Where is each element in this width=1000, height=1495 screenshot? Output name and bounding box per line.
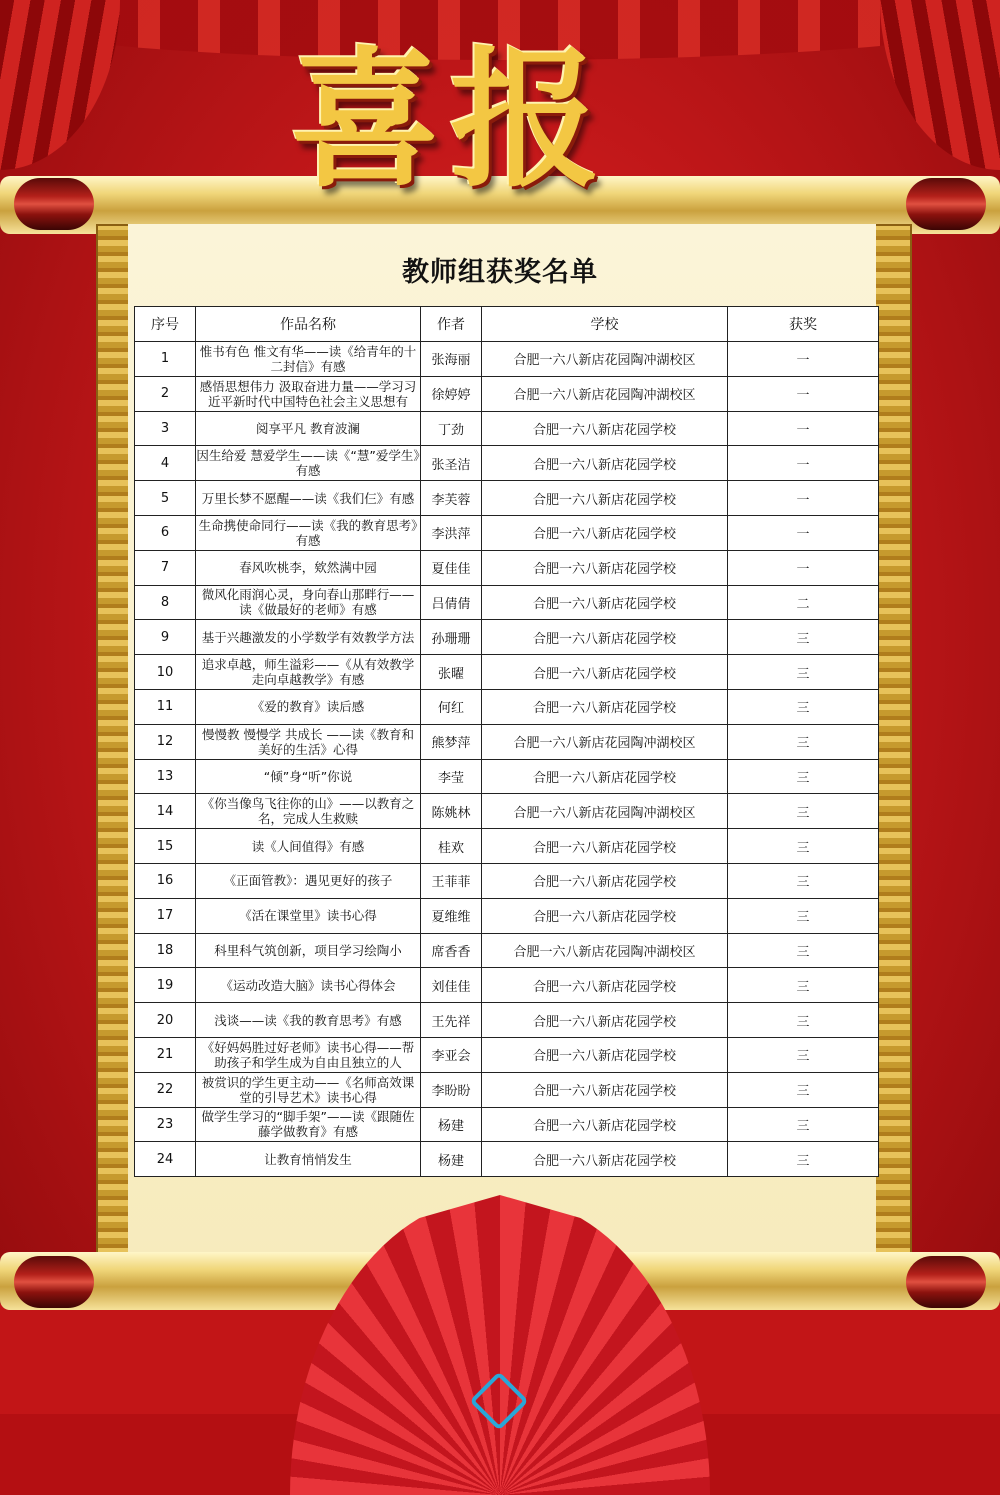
cell-school: 合肥一六八新店花园学校 [482, 689, 728, 724]
cell-award: 三 [728, 898, 879, 933]
table-row [135, 933, 879, 968]
cell-author: 夏维维 [421, 898, 482, 933]
cell-work: 科里科气筑创新，项目学习绘陶小 [196, 933, 421, 968]
cell-award: 一 [728, 411, 879, 446]
cell-work: 《活在课堂里》读书心得 [196, 898, 421, 933]
table-row [135, 1003, 879, 1038]
cell-school: 合肥一六八新店花园学校 [482, 1003, 728, 1038]
table-row [135, 1142, 879, 1177]
cell-award: 一 [728, 446, 879, 481]
cell-author: 王先祥 [421, 1003, 482, 1038]
cell-author: 张海丽 [421, 342, 482, 377]
table-row [135, 342, 879, 377]
cell-no: 3 [135, 411, 196, 446]
cell-author: 刘佳佳 [421, 968, 482, 1003]
cell-award: 二 [728, 585, 879, 620]
table-row [135, 724, 879, 759]
cell-school: 合肥一六八新店花园学校 [482, 515, 728, 550]
cell-award: 三 [728, 1037, 879, 1072]
cell-no: 19 [135, 968, 196, 1003]
table-row [135, 1037, 879, 1072]
cell-school: 合肥一六八新店花园陶冲湖校区 [482, 342, 728, 377]
cell-no: 20 [135, 1003, 196, 1038]
cell-author: 徐婷婷 [421, 376, 482, 411]
cell-school: 合肥一六八新店花园学校 [482, 1142, 728, 1177]
cell-work: 《你当像鸟飞往你的山》——以教育之名，完成人生救赎 [196, 794, 421, 829]
table-row [135, 655, 879, 690]
cell-author: 夏佳佳 [421, 550, 482, 585]
cell-award: 一 [728, 376, 879, 411]
table-row [135, 968, 879, 1003]
cell-work: 《正面管教》：遇见更好的孩子 [196, 863, 421, 898]
table-row [135, 829, 879, 864]
cell-award: 三 [728, 1142, 879, 1177]
cell-author: 李芙蓉 [421, 481, 482, 516]
cell-author: 张圣洁 [421, 446, 482, 481]
cell-no: 7 [135, 550, 196, 585]
cell-school: 合肥一六八新店花园学校 [482, 446, 728, 481]
cell-award: 一 [728, 342, 879, 377]
cell-school: 合肥一六八新店花园学校 [482, 550, 728, 585]
cell-author: 何红 [421, 689, 482, 724]
header-author: 作者 [421, 307, 482, 342]
page-title: 教师组获奖名单 [402, 257, 598, 288]
cell-no: 1 [135, 342, 196, 377]
cell-author: 熊梦萍 [421, 724, 482, 759]
cell-school: 合肥一六八新店花园学校 [482, 863, 728, 898]
cell-author: 丁劲 [421, 411, 482, 446]
cell-author: 李亚会 [421, 1037, 482, 1072]
cell-school: 合肥一六八新店花园学校 [482, 1107, 728, 1142]
cell-school: 合肥一六八新店花园陶冲湖校区 [482, 794, 728, 829]
cell-school: 合肥一六八新店花园学校 [482, 829, 728, 864]
cell-school: 合肥一六八新店花园学校 [482, 585, 728, 620]
table-row [135, 446, 879, 481]
cell-award: 一 [728, 550, 879, 585]
cell-work: 《爱的教育》读后感 [196, 689, 421, 724]
cell-work: 因生给爱 慧爱学生——读《“慧”爱学生》有感 [196, 446, 421, 481]
cell-award: 三 [728, 1072, 879, 1107]
header-award: 获奖 [728, 307, 879, 342]
cell-school: 合肥一六八新店花园学校 [482, 481, 728, 516]
cell-work: 做学生学习的“脚手架”——读《跟随佐藤学做教育》有感 [196, 1107, 421, 1142]
cell-school: 合肥一六八新店花园学校 [482, 620, 728, 655]
cell-author: 吕倩倩 [421, 585, 482, 620]
cell-work: 读《人间值得》有感 [196, 829, 421, 864]
cell-school: 合肥一六八新店花园学校 [482, 968, 728, 1003]
cell-work: 《好妈妈胜过好老师》读书心得——帮助孩子和学生成为自由且独立的人 [196, 1037, 421, 1072]
cell-award: 三 [728, 1107, 879, 1142]
cell-author: 李洪萍 [421, 515, 482, 550]
table-row [135, 411, 879, 446]
cell-author: 杨建 [421, 1107, 482, 1142]
header-no: 序号 [135, 307, 196, 342]
cell-no: 12 [135, 724, 196, 759]
cell-award: 三 [728, 759, 879, 794]
header-school: 学校 [482, 307, 728, 342]
cell-no: 11 [135, 689, 196, 724]
table-row [135, 376, 879, 411]
cell-author: 桂欢 [421, 829, 482, 864]
cell-author: 王菲菲 [421, 863, 482, 898]
cell-school: 合肥一六八新店花园陶冲湖校区 [482, 933, 728, 968]
cell-author: 李盼盼 [421, 1072, 482, 1107]
cell-no: 21 [135, 1037, 196, 1072]
scroll-top-rod-left [14, 178, 94, 230]
cell-work: 惟书有色 惟文有华——读《给青年的十二封信》有感 [196, 342, 421, 377]
awards-table [134, 306, 879, 1177]
cell-no: 10 [135, 655, 196, 690]
table-header-row [135, 307, 879, 342]
table-row [135, 620, 879, 655]
table-row [135, 550, 879, 585]
cell-award: 三 [728, 620, 879, 655]
cell-no: 16 [135, 863, 196, 898]
cell-no: 22 [135, 1072, 196, 1107]
cell-no: 14 [135, 794, 196, 829]
cell-no: 6 [135, 515, 196, 550]
cell-work: 《运动改造大脑》读书心得体会 [196, 968, 421, 1003]
cell-work: 万里长梦不愿醒——读《我们仨》有感 [196, 481, 421, 516]
table-row [135, 1072, 879, 1107]
table-row [135, 515, 879, 550]
cell-no: 5 [135, 481, 196, 516]
banner-title [290, 20, 710, 220]
cell-work: 让教育悄悄发生 [196, 1142, 421, 1177]
cell-author: 张曜 [421, 655, 482, 690]
scroll-top-rod-right [906, 178, 986, 230]
table-body [135, 342, 879, 1177]
table-row [135, 863, 879, 898]
table-row [135, 1107, 879, 1142]
cell-no: 9 [135, 620, 196, 655]
table-row [135, 689, 879, 724]
cell-author: 孙珊珊 [421, 620, 482, 655]
cell-award: 三 [728, 655, 879, 690]
cell-work: 浅谈——读《我的教育思考》有感 [196, 1003, 421, 1038]
table-row [135, 898, 879, 933]
table-row [135, 481, 879, 516]
cell-no: 23 [135, 1107, 196, 1142]
cell-school: 合肥一六八新店花园陶冲湖校区 [482, 376, 728, 411]
cell-school: 合肥一六八新店花园学校 [482, 1072, 728, 1107]
cell-award: 一 [728, 515, 879, 550]
cell-school: 合肥一六八新店花园陶冲湖校区 [482, 724, 728, 759]
cell-work: 被赏识的学生更主动——《名师高效课堂的引导艺术》读书心得 [196, 1072, 421, 1107]
cell-work: 微风化雨润心灵，身向春山那畔行——读《做最好的老师》有感 [196, 585, 421, 620]
cell-award: 三 [728, 863, 879, 898]
header-work: 作品名称 [196, 307, 421, 342]
cell-no: 15 [135, 829, 196, 864]
cell-no: 4 [135, 446, 196, 481]
cell-no: 17 [135, 898, 196, 933]
cell-no: 13 [135, 759, 196, 794]
cell-award: 三 [728, 829, 879, 864]
cell-award: 三 [728, 689, 879, 724]
cell-author: 杨建 [421, 1142, 482, 1177]
cell-school: 合肥一六八新店花园学校 [482, 898, 728, 933]
cell-work: 追求卓越，师生溢彩——《从有效教学走向卓越教学》有感 [196, 655, 421, 690]
scroll-bottom-rod-right [906, 1256, 986, 1308]
cell-work: 生命携使命同行——读《我的教育思考》有感 [196, 515, 421, 550]
cell-work: “倾”身“听”你说 [196, 759, 421, 794]
cell-author: 席香香 [421, 933, 482, 968]
cell-no: 24 [135, 1142, 196, 1177]
cell-author: 李莹 [421, 759, 482, 794]
cell-work: 慢慢教 慢慢学 共成长 ——读《教育和美好的生活》心得 [196, 724, 421, 759]
table-row [135, 759, 879, 794]
banner-title-text: 喜报 [290, 32, 611, 208]
cell-author: 陈姚林 [421, 794, 482, 829]
cell-school: 合肥一六八新店花园学校 [482, 655, 728, 690]
cell-no: 8 [135, 585, 196, 620]
cell-award: 三 [728, 1003, 879, 1038]
table-row [135, 794, 879, 829]
cell-award: 三 [728, 724, 879, 759]
cell-school: 合肥一六八新店花园学校 [482, 411, 728, 446]
cell-award: 三 [728, 794, 879, 829]
scroll-bottom-rod-left [14, 1256, 94, 1308]
cell-no: 2 [135, 376, 196, 411]
table-row [135, 585, 879, 620]
cell-work: 基于兴趣激发的小学数学有效教学方法 [196, 620, 421, 655]
cell-work: 春风吹桃李，欸然满中园 [196, 550, 421, 585]
cell-award: 一 [728, 481, 879, 516]
cell-school: 合肥一六八新店花园学校 [482, 759, 728, 794]
cell-school: 合肥一六八新店花园学校 [482, 1037, 728, 1072]
cell-award: 三 [728, 968, 879, 1003]
cell-work: 感悟思想伟力 汲取奋进力量——学习习近平新时代中国特色社会主义思想有 [196, 376, 421, 411]
cell-award: 三 [728, 933, 879, 968]
cell-work: 阅享平凡 教育波澜 [196, 411, 421, 446]
cell-no: 18 [135, 933, 196, 968]
